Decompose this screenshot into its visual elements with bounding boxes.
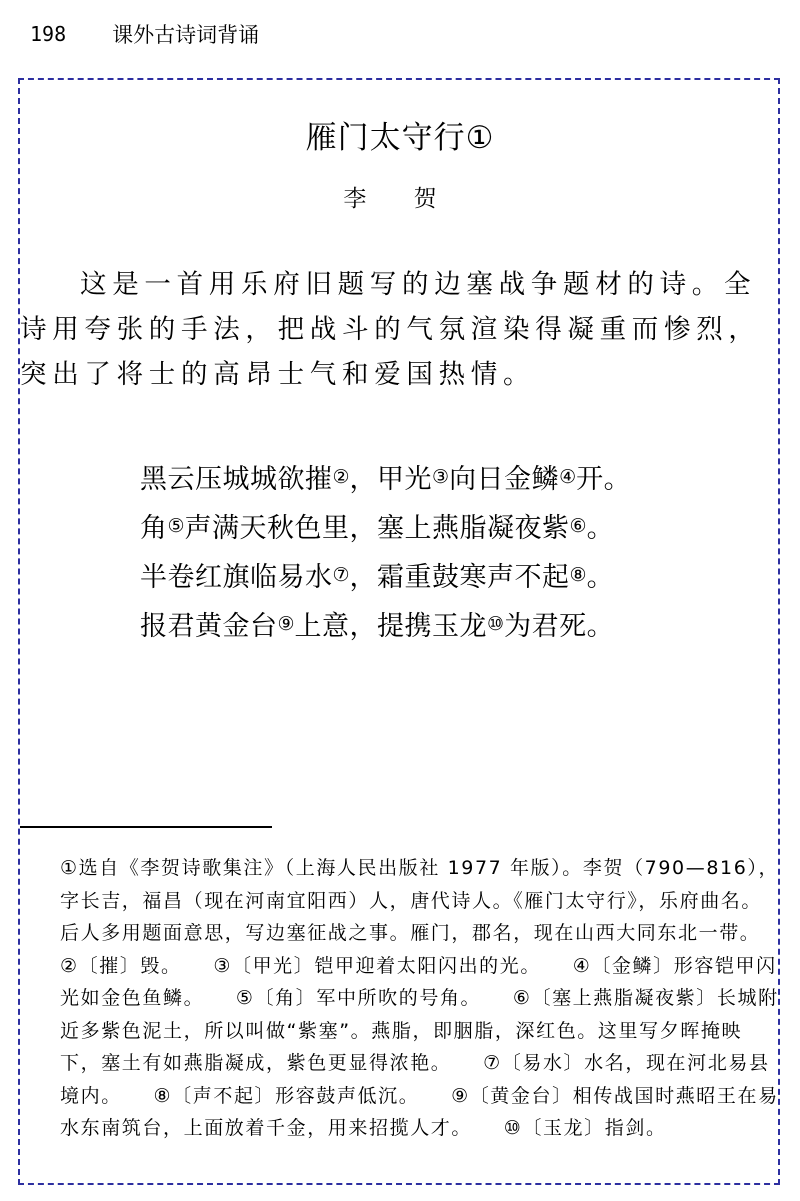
footnote-mark: ③ [432, 466, 450, 488]
footnote: ⑤〔角〕军中所吹的号角。 [235, 987, 472, 1009]
footnotes [60, 852, 782, 1145]
footnote: ⑧〔声不起〕形容鼓声低沉。 [153, 1084, 410, 1107]
poem-line: 角⑤声满天秋色里，塞上燕脂凝夜紫⑥。 [140, 513, 615, 544]
footnote-mark: ⑤ [167, 515, 185, 537]
footnote-mark: ② [332, 466, 350, 488]
poem-intro: 这是一首用乐府旧题写的边塞战争题材的诗。全诗用夸张的手法，把战斗的气氛渲染得凝重而惨烈，突出了将士的高昂士气和爱国热情。 [20, 269, 761, 390]
footnote: ⑨〔黄金台〕相传战国时燕昭王在易水东南筑台，上面放着千金，用来招揽人才。 [60, 1084, 779, 1139]
footnote: ①选自《李贺诗歌集注》（上海人民出版社 1977 年版）。李贺（790—816），字长吉，福昌（现在河南宜阳西）人，唐代诗人。《雁门太守行》，乐府曲名。后人多用题面意思，写边塞征战之事。雁门，郡名，现在山西大同东北一带。 [60, 857, 780, 944]
poem-line: 报君黄金台⑨上意，提携玉龙⑩为君死。 [140, 611, 615, 642]
footnote-mark: ⑥ [569, 515, 587, 537]
poem-line: 黑云压城城欲摧②，甲光③向日金鳞④开。 [140, 464, 632, 495]
footnote: ②〔摧〕毁。 [60, 954, 173, 977]
footnote: ④〔金鳞〕形容铠甲闪光如金色鱼鳞。 [60, 954, 777, 1009]
footnote-mark: ④ [559, 466, 577, 488]
footnote-separator [20, 826, 272, 828]
footnote: ⑥〔塞上燕脂凝夜紫〕长城附近多紫色泥土，所以叫做“紫塞”。燕脂，即胭脂，深红色。这里写夕晖掩映下，塞土有如燕脂凝成，紫色更显得浓艳。 [60, 987, 779, 1074]
book-title: 课外古诗词背诵 [112, 23, 260, 47]
poem-author: 李 贺 [343, 186, 457, 212]
footnote: ⑩〔玉龙〕指剑。 [503, 1117, 667, 1139]
footnote-mark: ⑩ [487, 613, 505, 635]
footnote: ③〔甲光〕铠甲迎着太阳闪出的光。 [213, 954, 532, 977]
page-number: 198 [30, 22, 67, 46]
footnote: ⑦〔易水〕水名，现在河北易县境内。 [60, 1052, 770, 1107]
footnote-mark: ⑨ [277, 613, 295, 635]
poem-line: 半卷红旗临易水⑦，霜重鼓寒声不起⑧。 [140, 562, 615, 593]
footnote-mark: ⑧ [569, 564, 587, 586]
poem-body [140, 454, 760, 650]
poem-title: 雁门太守行① [305, 120, 495, 156]
footnote-mark: ⑦ [332, 564, 350, 586]
page-header [30, 14, 259, 54]
